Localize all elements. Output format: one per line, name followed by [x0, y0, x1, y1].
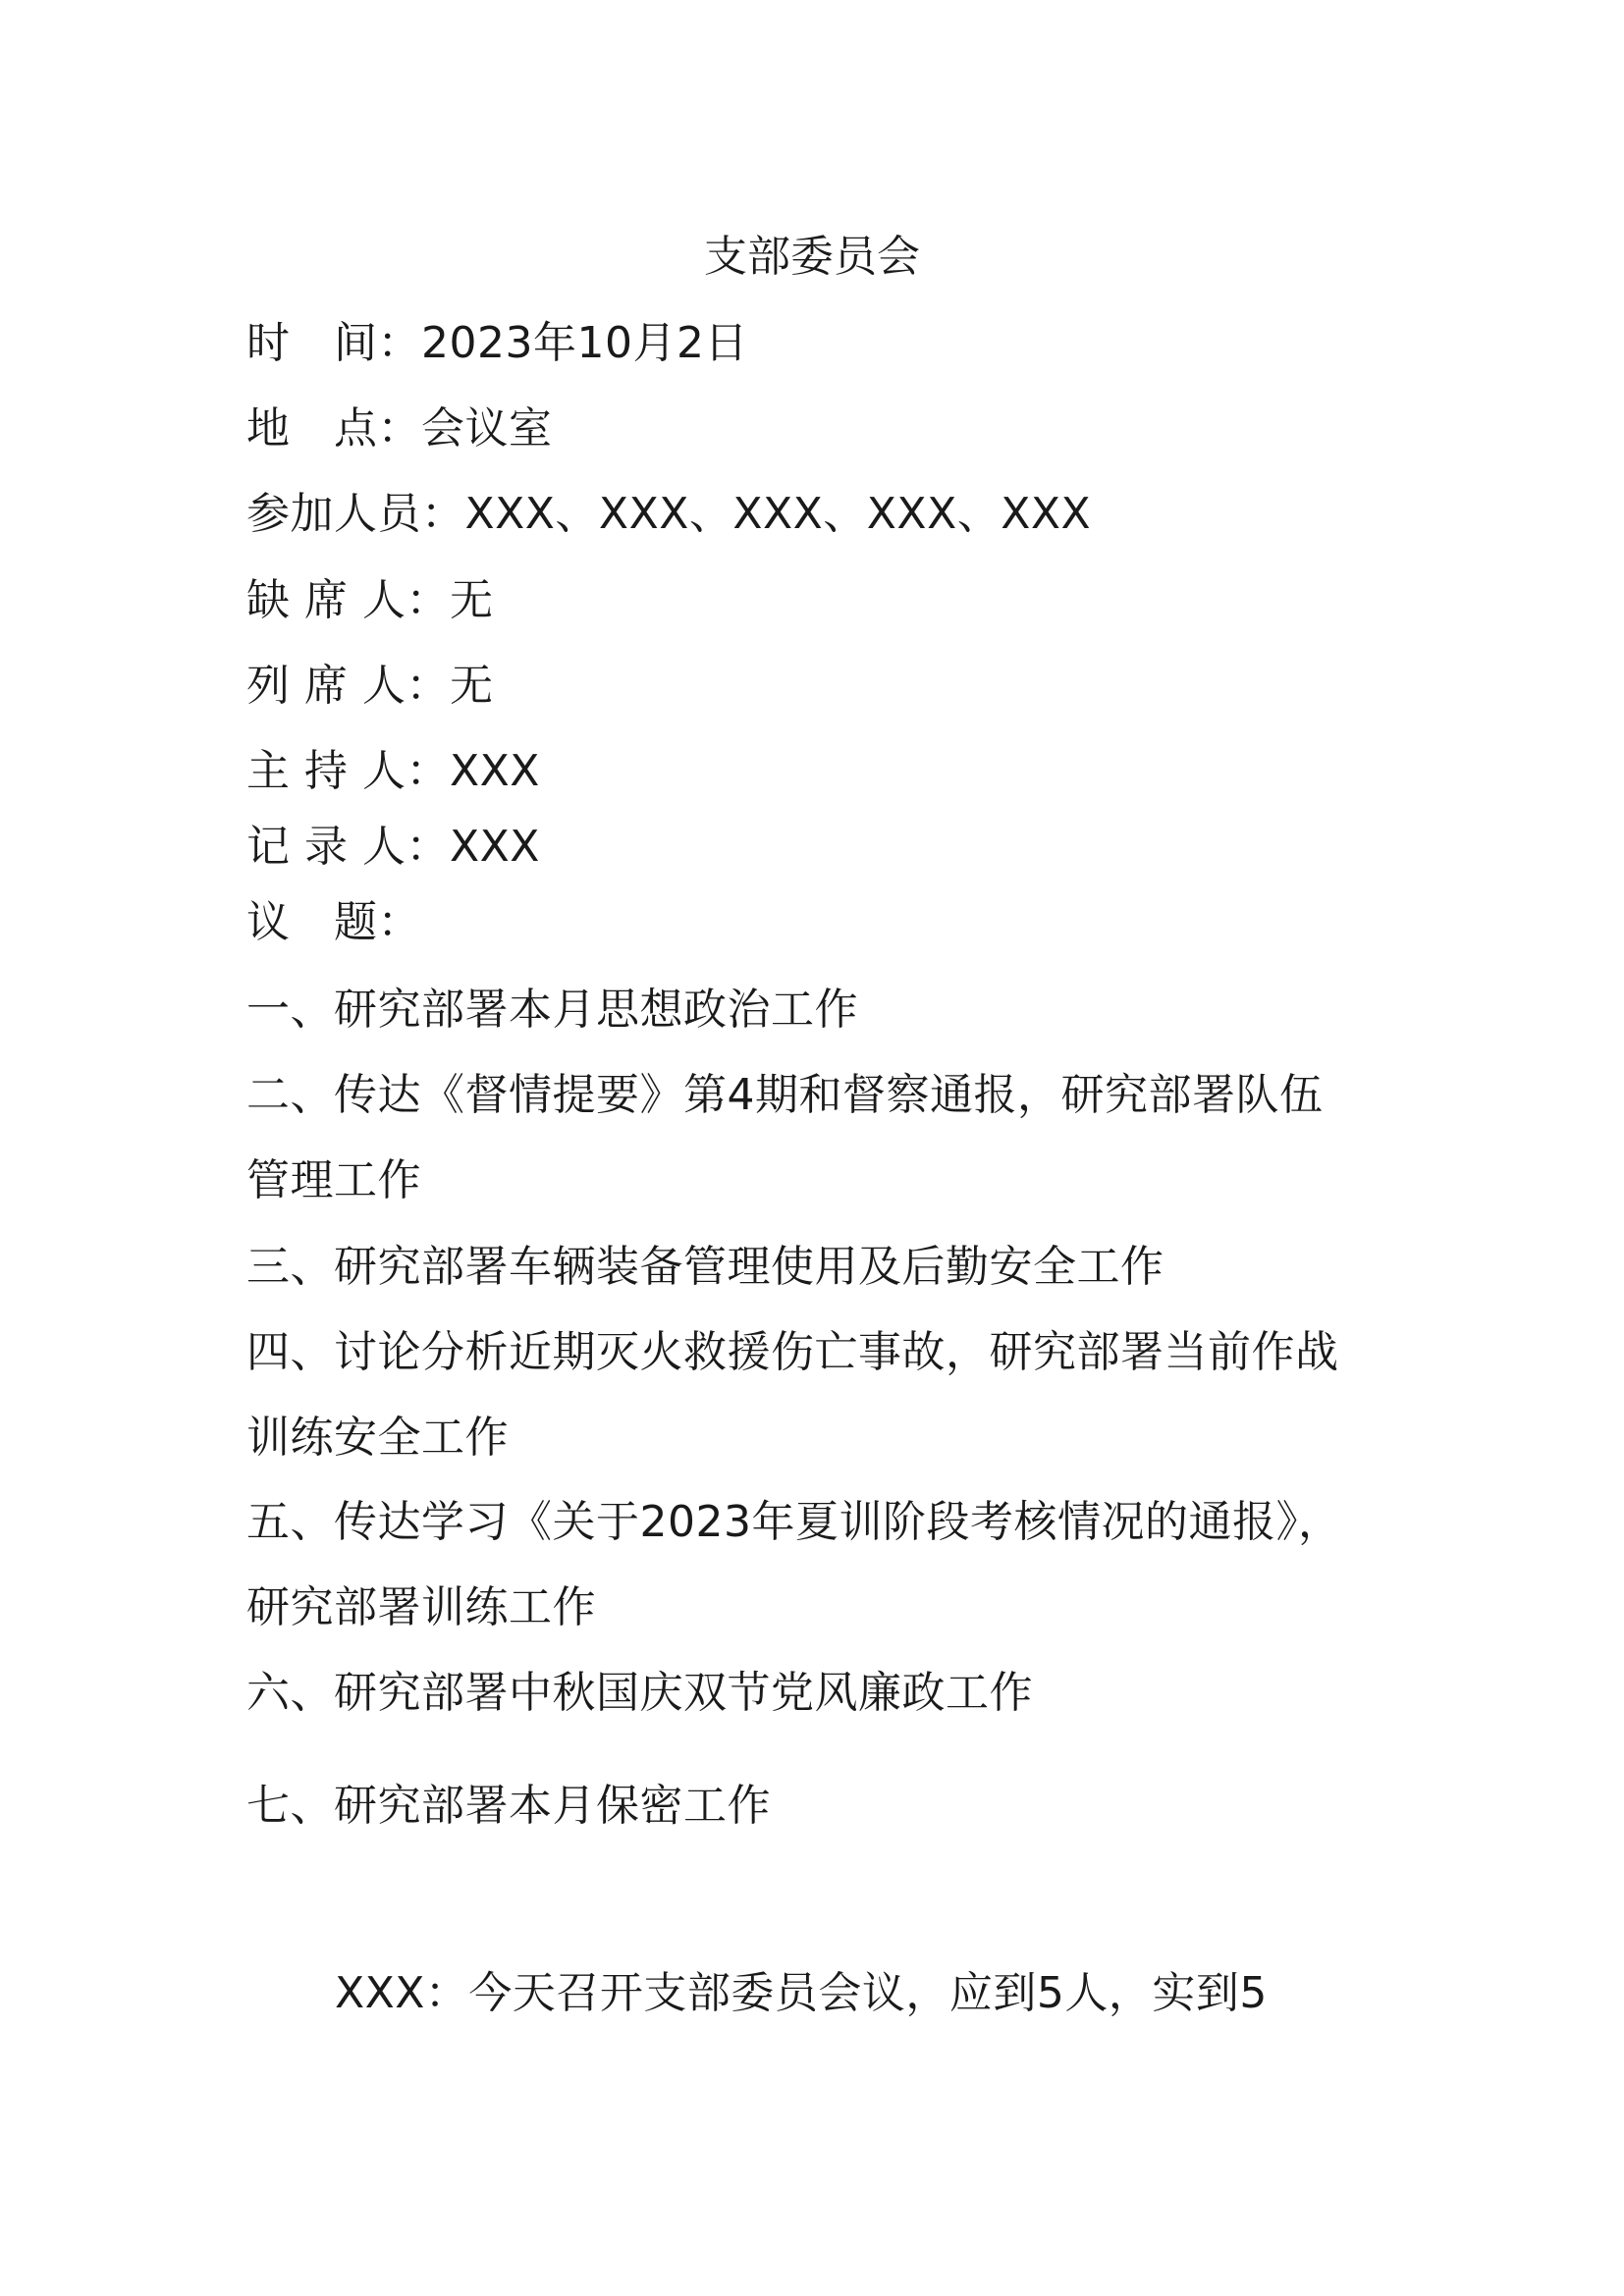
meeting-observers: 列 席 人：无	[246, 661, 494, 711]
topic-item-continued: 训练安全工作	[246, 1413, 509, 1463]
meeting-absent: 缺 席 人：无	[246, 575, 494, 625]
topic-item: 一、研究部署本月思想政治工作	[246, 985, 858, 1035]
topic-item: 三、研究部署车辆装备管理使用及后勤安全工作	[246, 1242, 1164, 1292]
topic-item: 六、研究部署中秋国庆双节党风廉政工作	[246, 1668, 1033, 1718]
topic-item-continued: 管理工作	[246, 1155, 421, 1205]
topic-item: 七、研究部署本月保密工作	[246, 1781, 771, 1831]
meeting-place: 地 点：会议室	[246, 403, 553, 454]
meeting-time: 时 间：2023年10月2日	[246, 318, 748, 368]
topic-item: 四、讨论分析近期灭火救援伤亡事故，研究部署当前作战	[246, 1327, 1339, 1377]
meeting-host: 主 持 人：XXX	[246, 746, 540, 796]
meeting-recorder: 记 录 人：XXX	[246, 822, 540, 872]
document-title: 支部委员会	[704, 232, 920, 282]
meeting-attendees: 参加人员：XXX、XXX、XXX、XXX、XXX	[246, 489, 1092, 539]
topic-item: 五、传达学习《关于2023年夏训阶段考核情况的通报》，	[246, 1497, 1342, 1547]
topics-label: 议 题：	[246, 897, 421, 947]
topic-item-continued: 研究部署训练工作	[246, 1582, 596, 1632]
topic-item: 二、传达《督情提要》第4期和督察通报，研究部署队伍	[246, 1070, 1324, 1120]
body-paragraph: XXX：今天召开支部委员会议，应到5人，实到5	[335, 1968, 1268, 2018]
